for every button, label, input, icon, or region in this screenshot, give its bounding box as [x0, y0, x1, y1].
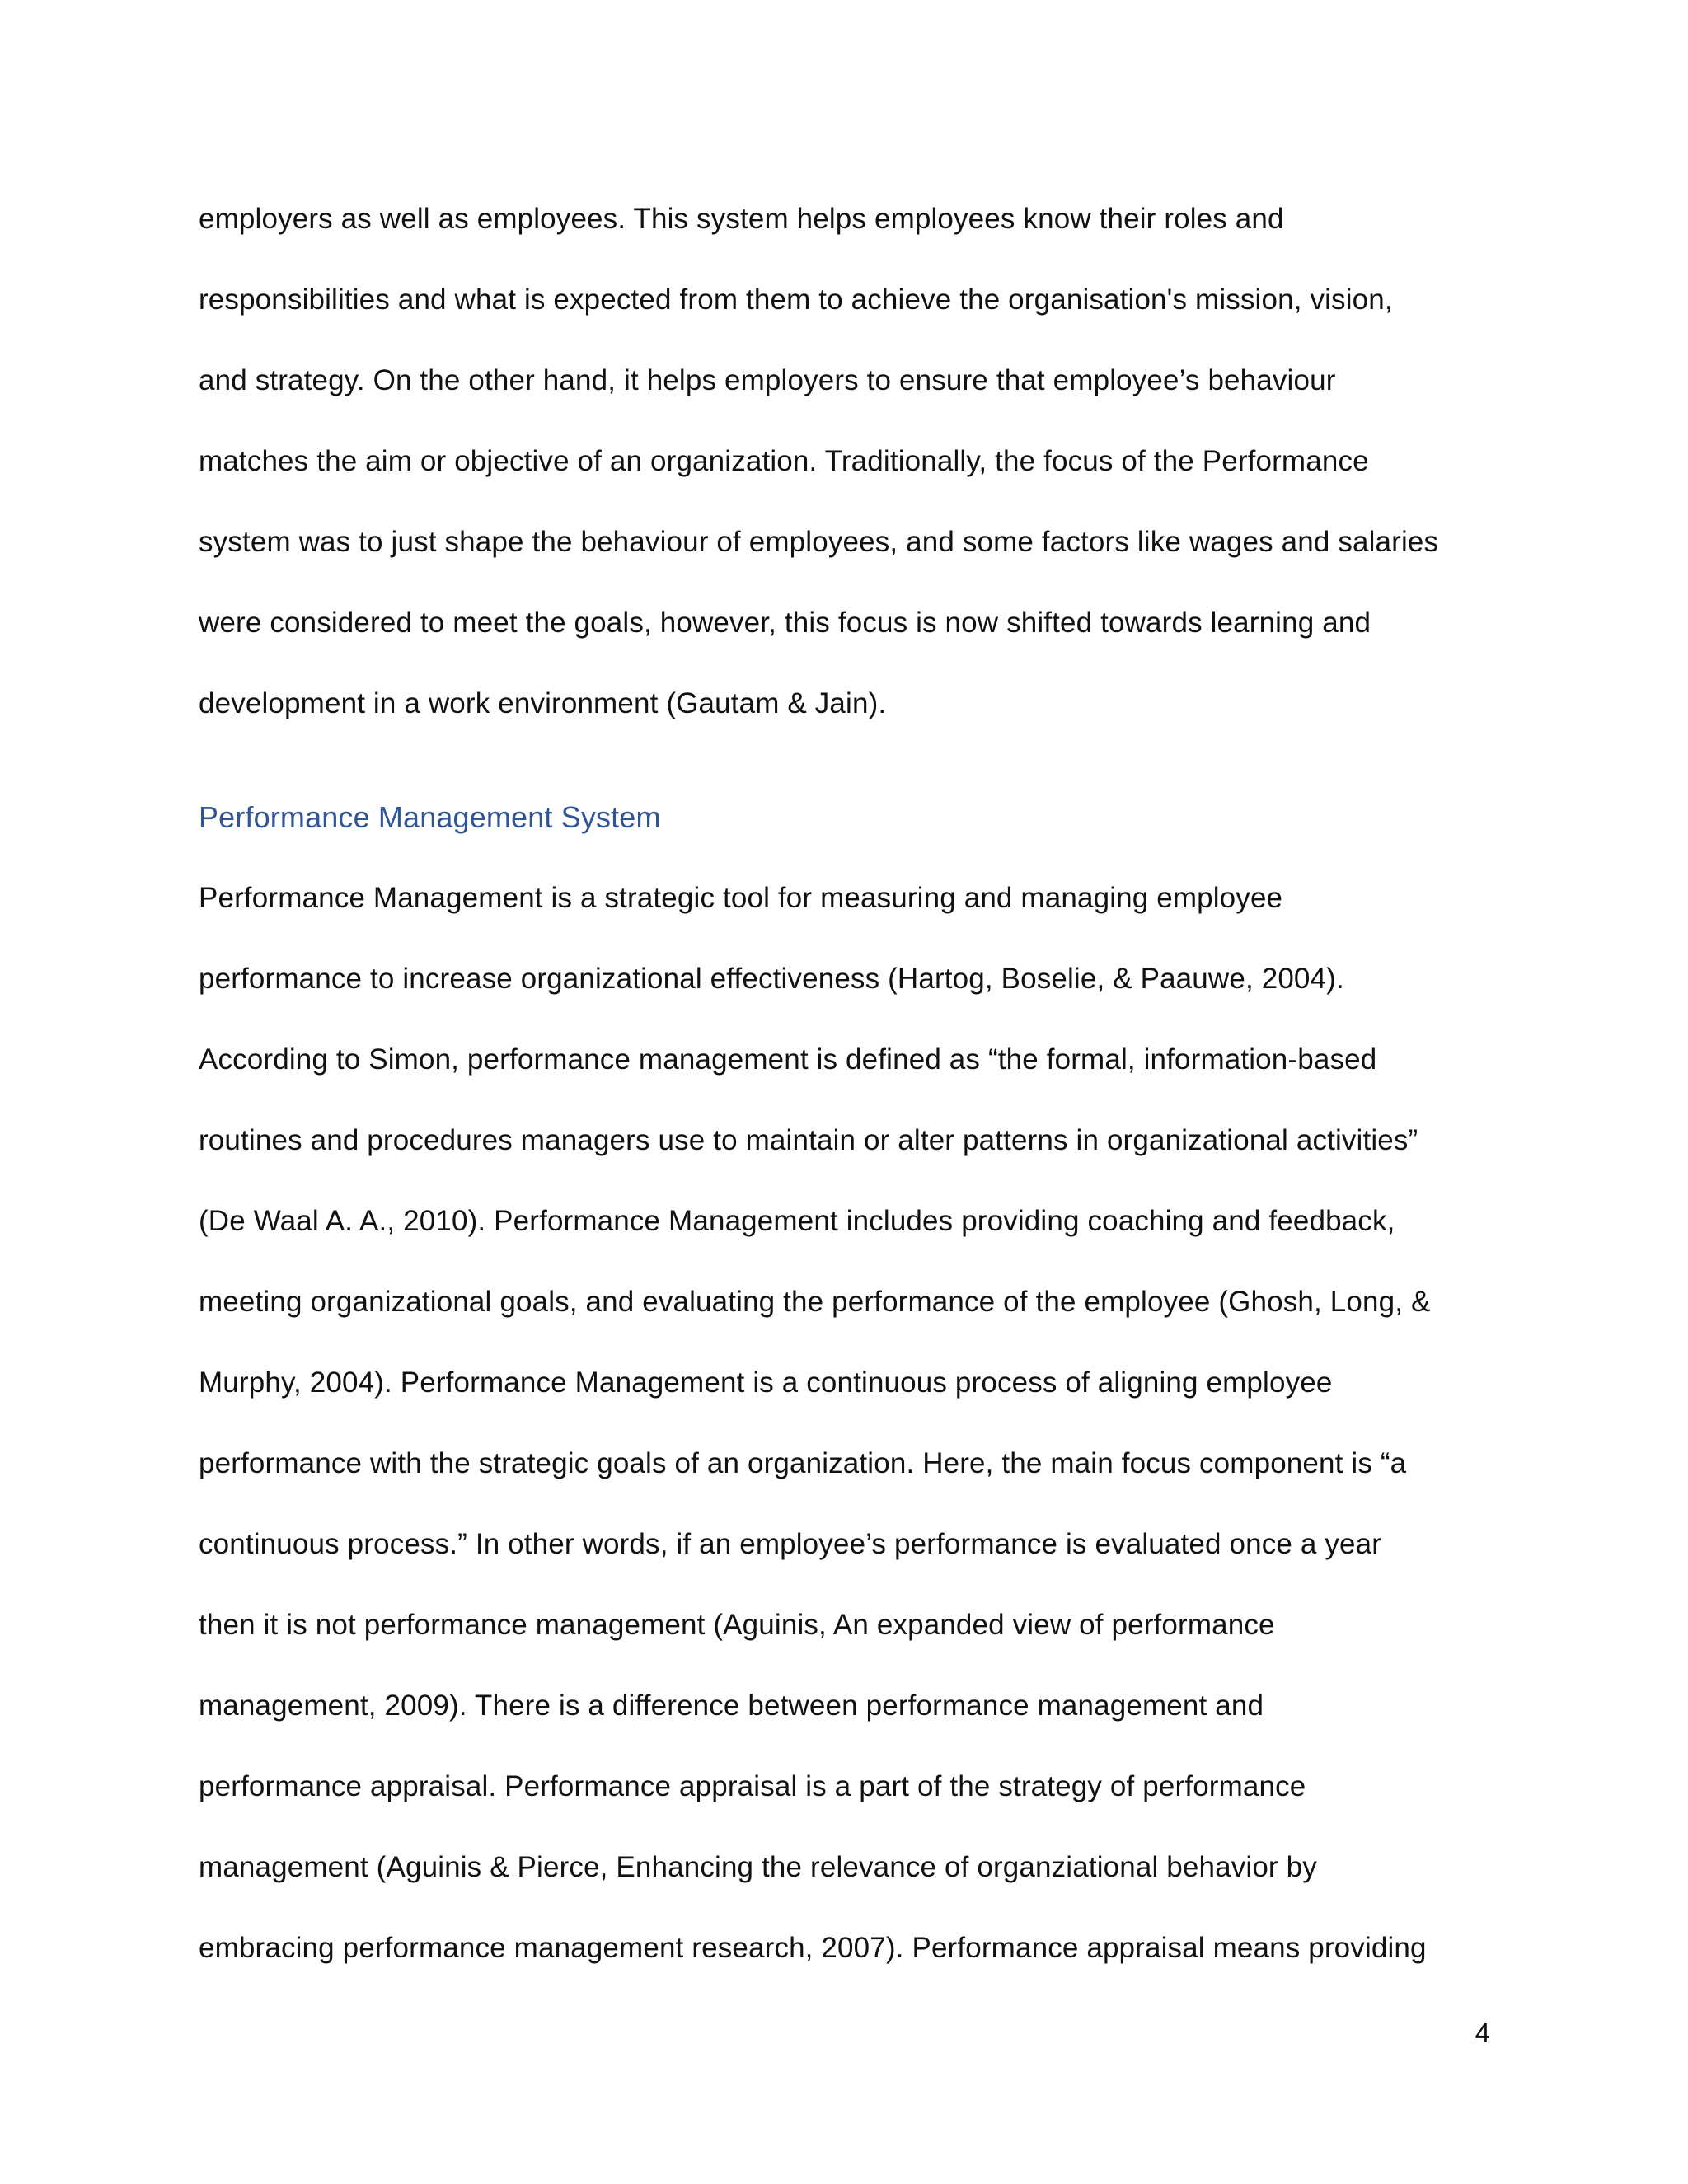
- intro-line-6: were considered to meet the goals, however, this focus is now shifted towards learning and: [199, 607, 1372, 639]
- section-line-9: continuous process.” In other words, if an employee’s performance is evaluated once a year: [199, 1528, 1382, 1560]
- section-line-3: According to Simon, performance management is defined as “the formal, information-based: [199, 1043, 1377, 1076]
- section-line-2: performance to increase organizational effectiveness (Hartog, Boselie, & Paauwe, 2004).: [199, 963, 1344, 995]
- section-line-7: Murphy, 2004). Performance Management is a continuous process of aligning employee: [199, 1366, 1333, 1399]
- intro-line-5: system was to just shape the behaviour of employees, and some factors like wages and salaries: [199, 526, 1439, 558]
- section-line-11: management, 2009). There is a difference between performance management and: [199, 1690, 1264, 1722]
- section-line-8: performance with the strategic goals of an organization. Here, the main focus component is “a: [199, 1447, 1407, 1479]
- intro-line-2: responsibilities and what is expected from them to achieve the organisation's mission, vision,: [199, 284, 1393, 316]
- section-line-1: Performance Management is a strategic tool for measuring and managing employee: [199, 882, 1283, 914]
- section-heading: Performance Management System: [199, 800, 661, 834]
- intro-line-1: employers as well as employees. This system helps employees know their roles and: [199, 203, 1284, 235]
- section-line-10: then it is not performance management (Aguinis, An expanded view of performance: [199, 1609, 1275, 1641]
- section-line-5: (De Waal A. A., 2010). Performance Management includes providing coaching and feedback,: [199, 1205, 1395, 1237]
- section-line-4: routines and procedures managers use to maintain or alter patterns in organizational activities”: [199, 1124, 1418, 1156]
- section-line-12: performance appraisal. Performance appraisal is a part of the strategy of performance: [199, 1770, 1306, 1802]
- intro-line-3: and strategy. On the other hand, it helps employers to ensure that employee’s behaviour: [199, 364, 1336, 396]
- section-line-13: management (Aguinis & Pierce, Enhancing the relevance of organziational behavior by: [199, 1851, 1317, 1883]
- intro-line-7: development in a work environment (Gautam & Jain).: [199, 687, 887, 719]
- page-number: 4: [1475, 2018, 1490, 2048]
- section-line-6: meeting organizational goals, and evaluating the performance of the employee (Ghosh, Long, &: [199, 1286, 1431, 1318]
- section-line-14: embracing performance management research, 2007). Performance appraisal means providing: [199, 1932, 1427, 1964]
- intro-line-4: matches the aim or objective of an organization. Traditionally, the focus of the Performance: [199, 445, 1369, 477]
